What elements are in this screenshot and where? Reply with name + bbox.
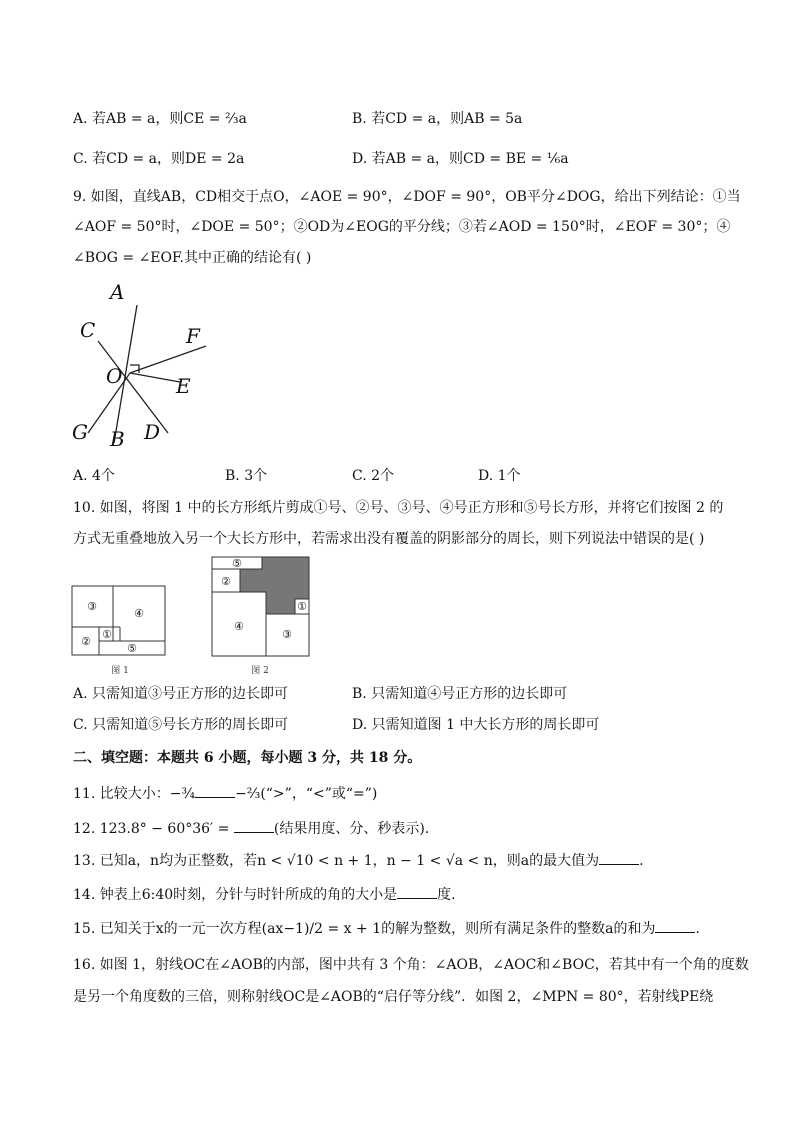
fig1-caption: 图 1	[111, 666, 129, 676]
q10-figures	[65, 552, 320, 678]
q9-option-c: C. 2个	[352, 468, 395, 484]
q9-option-b: B. 3个	[225, 468, 268, 484]
q12-answer-blank[interactable]	[234, 820, 274, 833]
q10-text-line1: 10. 如图，将图 1 中的长方形纸片剪成①号、②号、③号、④号正方形和⑤号长方形，并将它们按图 2 的	[73, 500, 724, 516]
q14-answer-blank[interactable]	[397, 886, 437, 899]
q9-text-line2: ∠AOF = 50°时，∠DOE = 50°；②OD为∠EOG的平分线；③若∠AOD = 150°时，∠EOF = 30°；④	[73, 219, 731, 235]
fig1-mark-3: ③	[87, 600, 97, 613]
q11-suffix: −⅔(“>”，“<”或“=”)	[235, 786, 378, 802]
fig2-mark-1: ①	[297, 600, 307, 613]
q12-prefix: 12. 123.8° − 60°36′ =	[73, 821, 230, 837]
q10-option-c: C. 只需知道⑤号长方形的周长即可	[73, 717, 289, 733]
q9-text-line3: ∠BOG = ∠EOF.其中正确的结论有( )	[73, 250, 312, 266]
q9-text-line1: 9. 如图，直线AB，CD相交于点O，∠AOE = 90°，∠DOF = 90°，OB平分∠DOG，给出下列结论：①当	[73, 189, 741, 205]
q16-text-line2: 是另一个角度数的三倍，则称射线OC是∠AOB的“启仔等分线”．如图 2，∠MPN = 80°，若射线PE绕	[73, 989, 714, 1005]
label-f: F	[186, 324, 200, 348]
q14	[73, 886, 456, 904]
q9-option-d: D. 1个	[478, 468, 521, 484]
fig2-mark-3: ③	[282, 628, 292, 641]
q8-option-d: D. 若AB = a，则CD = BE = ⅙a	[352, 151, 569, 167]
label-g: G	[72, 420, 88, 444]
fig1-mark-5: ⑤	[127, 642, 137, 655]
label-c: C	[80, 318, 96, 342]
q13-prefix: 13. 已知a，n均为正整数，若n < √10 < n + 1，n − 1 < √a < n，则a的最大值为	[73, 853, 600, 869]
q14-prefix: 14. 钟表上6:40时刻，分针与时针所成的角的大小是	[73, 887, 398, 903]
fig1-mark-4: ④	[134, 607, 144, 620]
label-d: D	[144, 420, 161, 444]
q10-option-b: B. 只需知道④号正方形的边长即可	[352, 686, 568, 702]
label-a: A	[110, 280, 125, 304]
label-e: E	[176, 374, 191, 398]
fig2-mark-5: ⑤	[232, 557, 242, 570]
q8-option-a: A. 若AB = a，则CE = ⅔a	[73, 111, 247, 127]
q13	[73, 852, 644, 870]
fig1-mark-1: ①	[102, 628, 112, 641]
q13-suffix: .	[639, 853, 644, 869]
q8-option-c: C. 若CD = a，则DE = 2a	[73, 151, 245, 167]
q11-answer-blank[interactable]	[195, 785, 235, 798]
q15-prefix: 15. 已知关于x的一元一次方程(ax−1)/2 = x + 1的解为整数，则所有满足条件的整数a的和为	[73, 921, 656, 937]
q11-prefix: 11. 比较大小：−¾	[73, 786, 196, 802]
q9-figure	[60, 275, 230, 455]
q11	[73, 785, 377, 803]
q15	[73, 920, 700, 938]
q14-suffix: 度.	[437, 887, 456, 903]
q12	[73, 820, 429, 838]
section2-heading: 二、填空题：本题共 6 小题，每小题 3 分，共 18 分。	[73, 750, 422, 766]
q16-text-line1: 16. 如图 1，射线OC在∠AOB的内部，图中共有 3 个角：∠AOB，∠AOC和∠BOC，若其中有一个角的度数	[73, 957, 749, 973]
q13-answer-blank[interactable]	[599, 852, 639, 865]
fig1-mark-2: ②	[81, 635, 91, 648]
q12-suffix: (结果用度、分、秒表示).	[273, 821, 430, 837]
ray-oe	[130, 373, 180, 382]
label-b: B	[110, 427, 125, 451]
fig2-mark-4: ④	[234, 620, 244, 633]
q15-answer-blank[interactable]	[655, 920, 695, 933]
fig2-caption: 图 2	[251, 666, 269, 676]
ray-of	[130, 346, 206, 373]
q9-option-a: A. 4个	[73, 468, 115, 484]
q8-option-b: B. 若CD = a，则AB = 5a	[352, 111, 523, 127]
q10-option-a: A. 只需知道③号正方形的边长即可	[73, 686, 289, 702]
q15-suffix: .	[695, 921, 700, 937]
q10-text-line2: 方式无重叠地放入另一个大长方形中，若需求出没有覆盖的阴影部分的周长，则下列说法中错误的是( )	[73, 531, 705, 547]
fig2-mark-2: ②	[221, 575, 231, 588]
q10-option-d: D. 只需知道图 1 中大长方形的周长即可	[352, 717, 600, 733]
label-o: O	[106, 364, 123, 388]
